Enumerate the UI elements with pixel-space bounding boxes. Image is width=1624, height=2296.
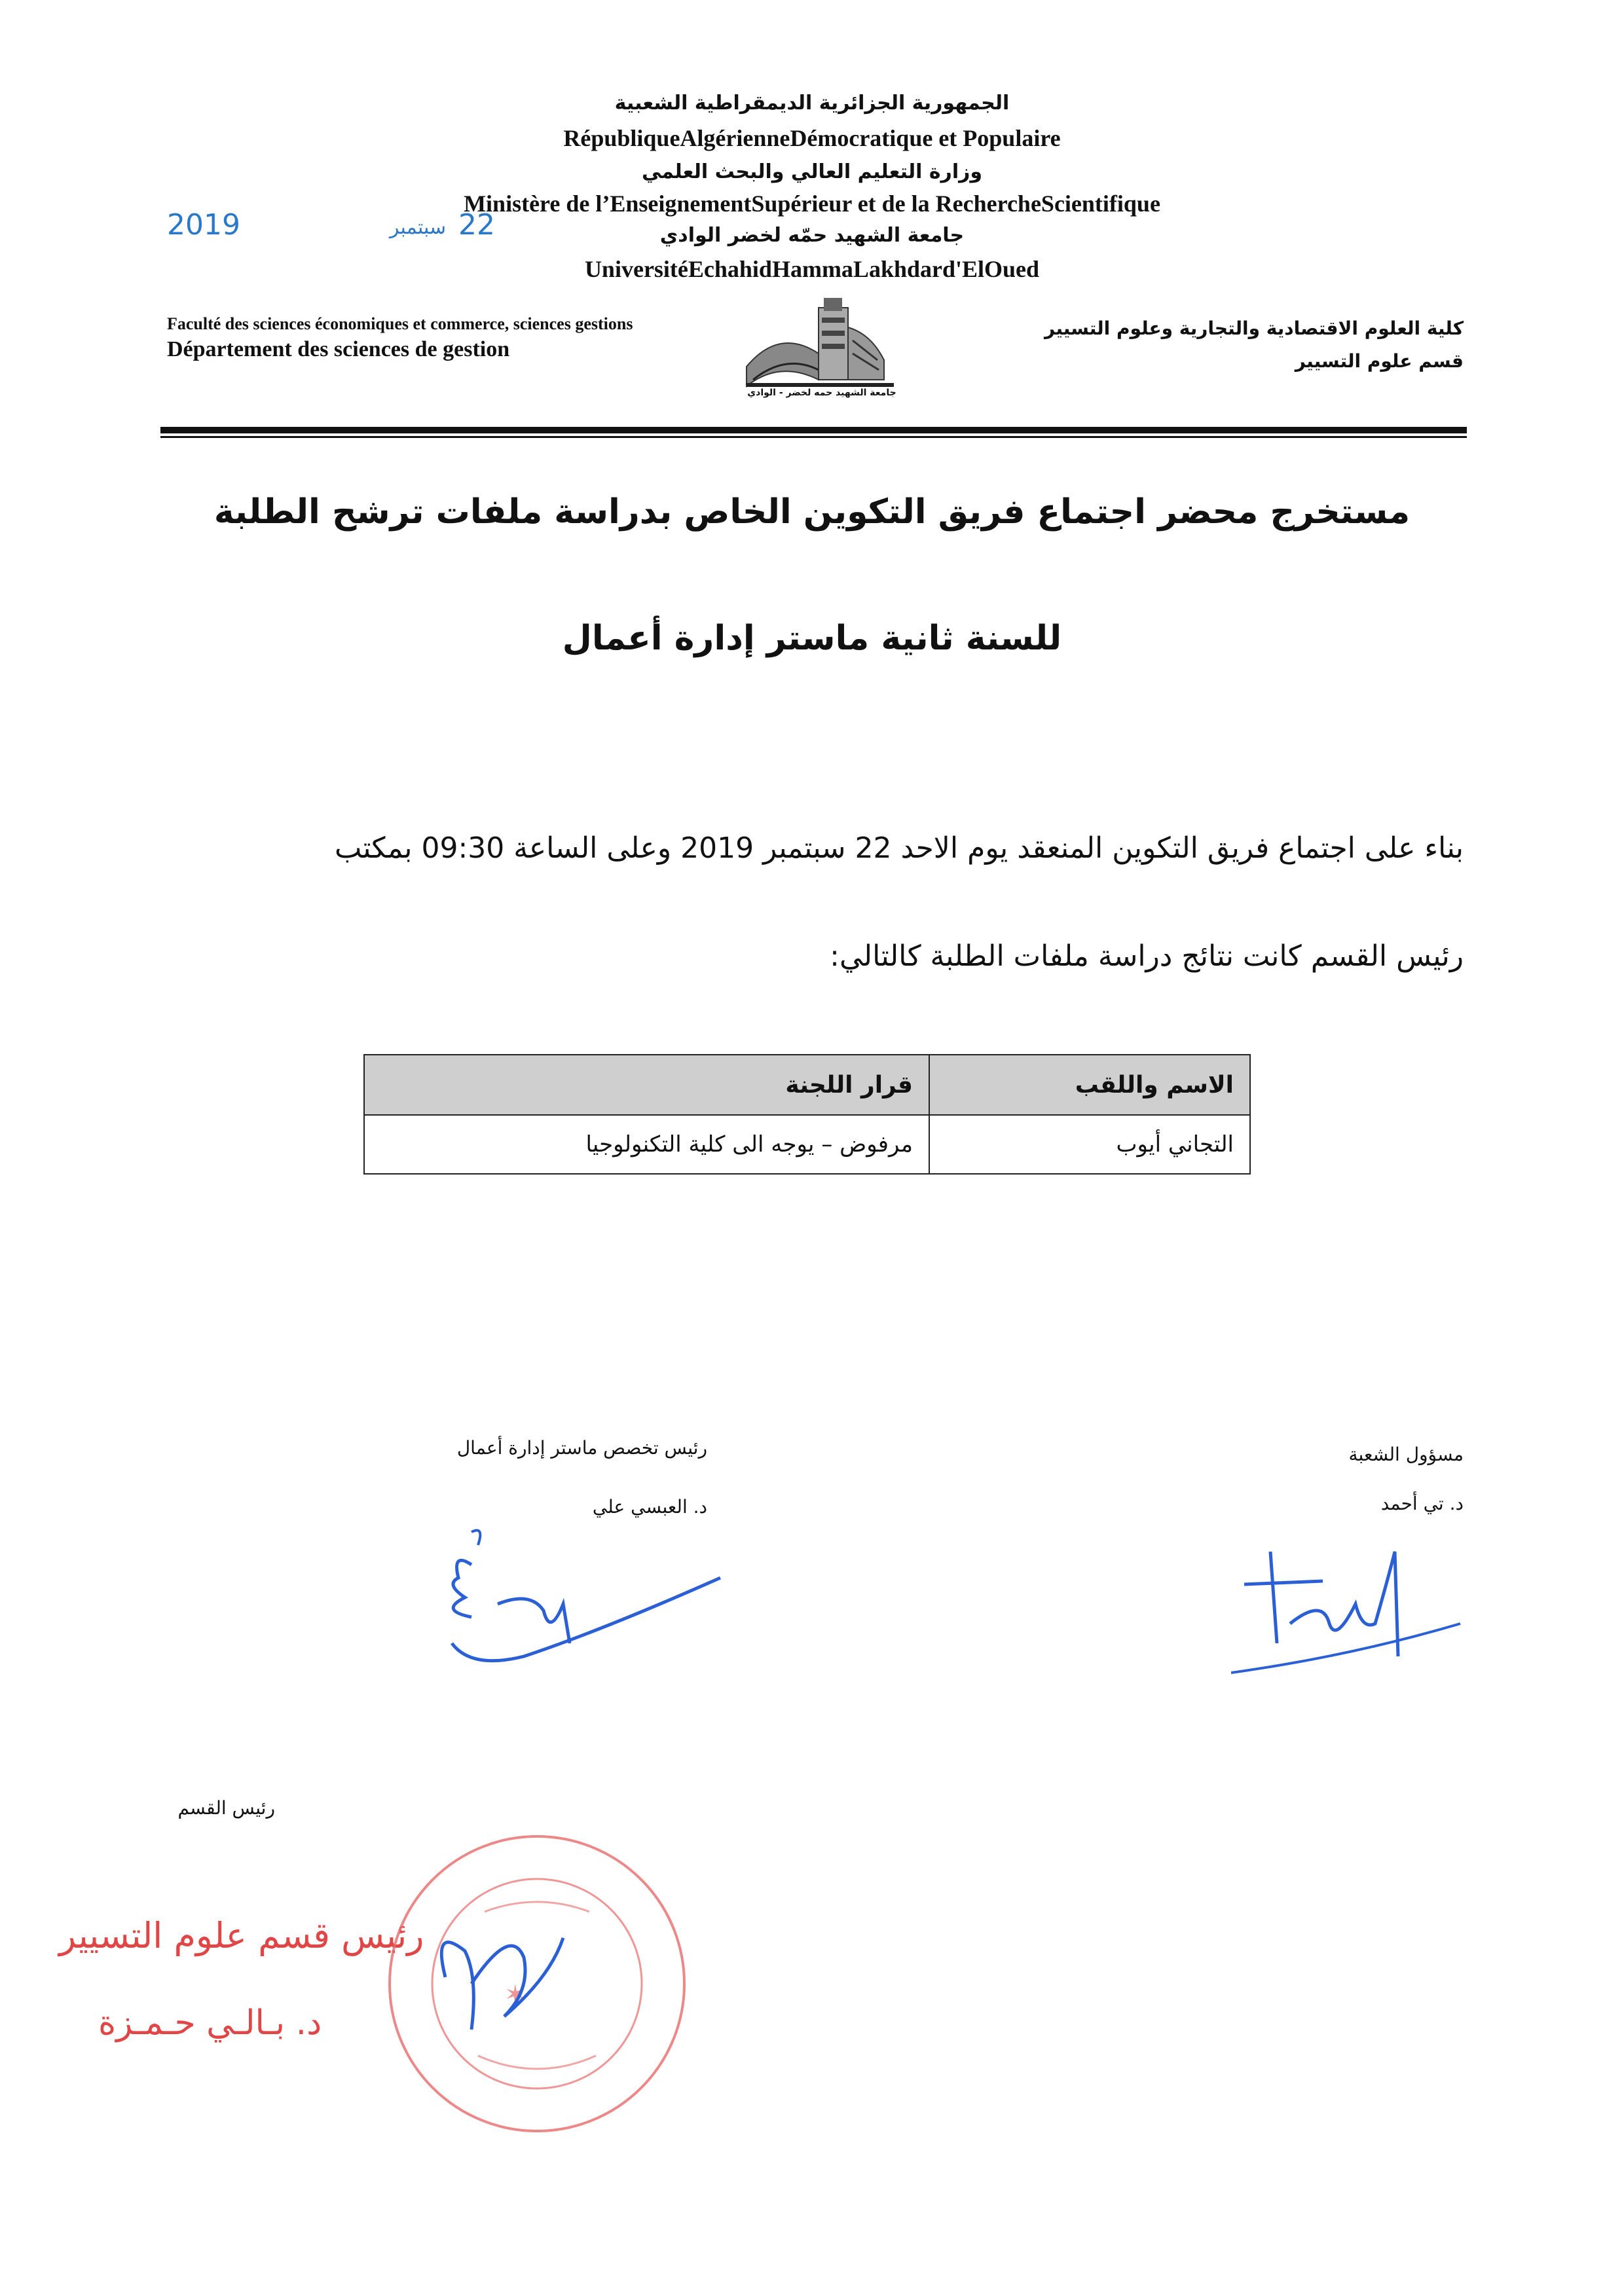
stamp-name: د. بـالـي حـمـزة [98, 2003, 322, 2043]
faculty-fr: Faculté des sciences économiques et commerce, sciences gestions [167, 314, 633, 333]
university-fr: UniversitéEchahidHammaLakhdard'ElOued [584, 256, 1040, 282]
university-logo [740, 288, 904, 412]
svg-text:✶: ✶ [504, 1980, 526, 2010]
head-signature-icon [419, 1899, 589, 2069]
date-stamp [167, 208, 495, 247]
table-header-row [364, 1055, 1250, 1115]
republic-fr: RépubliqueAlgérienneDémocratique et Populaire [563, 125, 1061, 151]
table-row [364, 1115, 1250, 1174]
head-title: رئيس القسم [177, 1797, 275, 1819]
ministry-ar: وزارة التعليم العالي والبحث العلمي [641, 160, 983, 183]
logo-caption: جامعة الشهيد حمه لخضر - الوادي [747, 388, 896, 398]
header-divider-thin [160, 436, 1467, 438]
document-title-line1: مستخرج محضر اجتماع فريق التكوين الخاص بدراسة ملفات ترشح الطلبة [213, 492, 1411, 532]
department-ar: قسم علوم التسيير [1295, 350, 1464, 372]
cell-decision: مرفوض – يوجه الى كلية التكنولوجيا [364, 1115, 929, 1174]
cell-name: التجاني أيوب [929, 1115, 1250, 1174]
date-stamp-month: سبتمبر [390, 216, 447, 239]
date-stamp-year: 2019 [167, 208, 240, 242]
results-table [363, 1054, 1251, 1175]
left-signatory-title: رئيس تخصص ماستر إدارة أعمال [456, 1437, 707, 1459]
left-signatory-name: د. العبسي علي [592, 1496, 707, 1518]
right-signature-icon [1231, 1525, 1467, 1683]
date-stamp-day: 22 [458, 208, 495, 242]
left-signature-icon [432, 1525, 740, 1709]
stamp-title: رئيس قسم علوم التسيير [59, 1915, 424, 1956]
faculty-ar: كلية العلوم الاقتصادية والتجارية وعلوم التسيير [1044, 318, 1464, 339]
document-title-line2: للسنة ثانية ماستر إدارة أعمال [562, 619, 1062, 658]
header-name: الاسم واللقب [929, 1055, 1250, 1115]
ministry-fr: Ministère de l’EnseignementSupérieur et de la RechercheScientifique [464, 191, 1160, 217]
republic-ar: الجمهورية الجزائرية الديمقراطية الشعبية [614, 92, 1010, 115]
paragraph-line2: رئيس القسم كانت نتائج دراسة ملفات الطلبة كالتالي: [830, 939, 1464, 973]
paragraph-line1: بناء على اجتماع فريق التكوين المنعقد يوم الاحد 22 سبتمبر 2019 وعلى الساعة 09:30 بمكتب [335, 831, 1464, 865]
header-decision: قرار اللجنة [364, 1055, 929, 1115]
right-signatory-title: مسؤول الشعبة [1348, 1444, 1464, 1465]
department-fr: Département des sciences de gestion [167, 337, 510, 361]
right-signatory-name: د. تي أحمد [1380, 1493, 1464, 1514]
university-ar: جامعة الشهيد حمّه لخضر الوادي [659, 224, 965, 247]
header-divider-thick [160, 427, 1467, 433]
